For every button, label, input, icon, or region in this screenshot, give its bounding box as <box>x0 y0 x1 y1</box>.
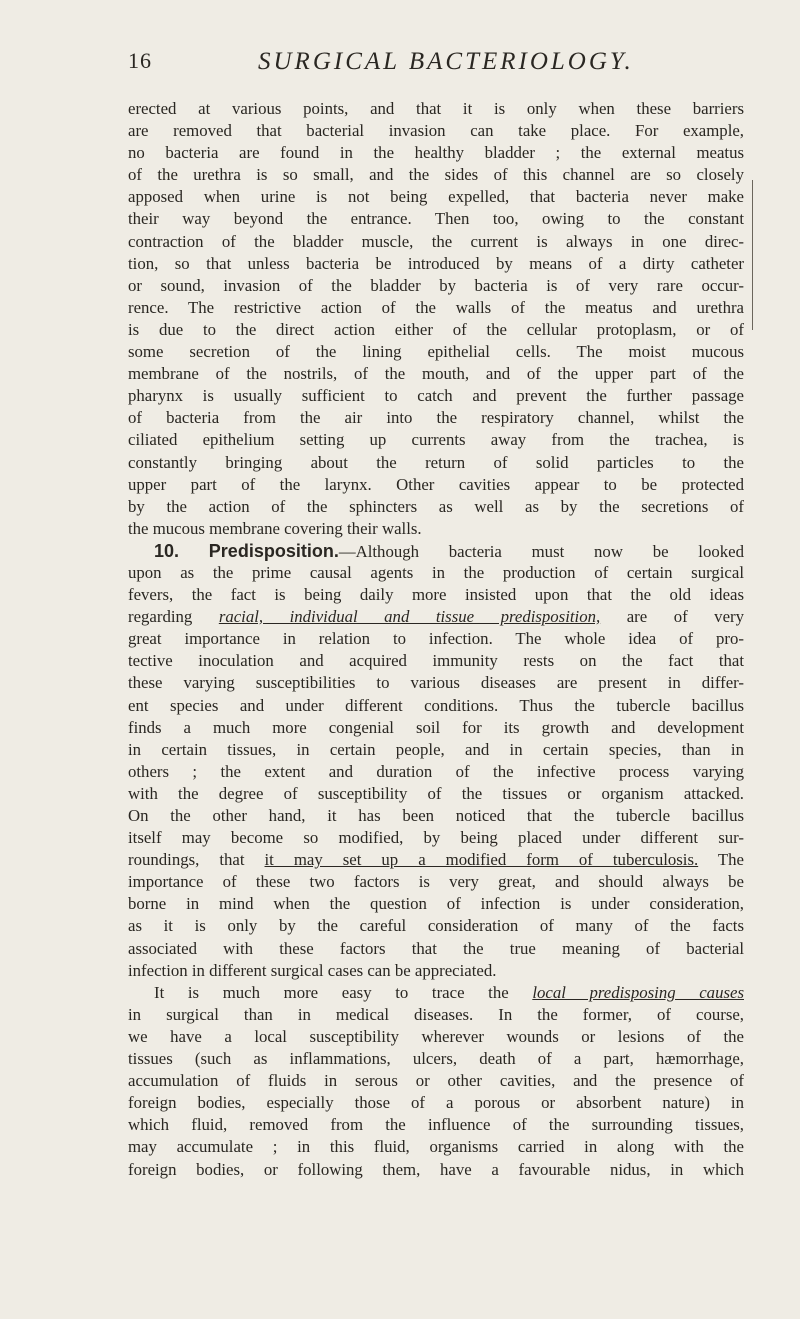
body-text <box>128 98 744 1181</box>
text-line: tion, so that unless bacteria be introduced by means of a dirty catheter <box>128 253 744 273</box>
text-line: borne in mind when the question of infection is under consideration, <box>128 894 744 914</box>
text-line: tissues (such as inflammations, ulcers, death of a part, hæmorrhage, <box>128 1049 744 1069</box>
text-line: with the degree of susceptibility of the tissues or organism attacked. <box>128 783 744 803</box>
text-line: rence. The restrictive action of the walls of the meatus and urethra <box>128 297 744 317</box>
emphasis-local-predisposing: local predisposing causes <box>532 982 744 1002</box>
text-line: of the urethra is so small, and the sides of this channel are so closely <box>128 165 744 185</box>
text-line: pharynx is usually sufficient to catch and prevent the further passage <box>128 386 744 406</box>
regarding-post: are of very <box>600 607 744 627</box>
text-line: foreign bodies, especially those of a porous or absorbent nature) in <box>128 1093 744 1113</box>
text-line: some secretion of the lining epithelial cells. The moist mucous <box>128 342 744 362</box>
text-line: others ; the extent and duration of the infective process varying <box>128 761 744 781</box>
regarding-pre: regarding <box>128 607 219 627</box>
text-line: upper part of the larynx. Other cavities appear to be protected <box>128 474 744 494</box>
section-heading-line <box>128 540 744 562</box>
text-line: may accumulate ; in this fluid, organisms carried in along with the <box>128 1137 744 1157</box>
text-line: itself may become so modified, by being placed under different sur- <box>128 828 744 848</box>
section-title: Predisposition. <box>208 540 339 561</box>
paragraph-local-causes <box>128 1004 744 1181</box>
text-line: apposed when urine is not being expelled, that bacteria never make <box>128 187 744 207</box>
local-pre: It is much more easy to trace the <box>154 982 533 1002</box>
text-line: these varying susceptibilities to various diseases are present in differ- <box>128 673 744 693</box>
paragraph-predisposition-c <box>128 871 744 981</box>
text-line: ciliated epithelium setting up currents away from the trachea, is <box>128 430 744 450</box>
text-line: is due to the direct action either of the cellular protoplasm, or of <box>128 319 744 339</box>
text-line: accumulation of fluids in serous or other cavities, and the presence of <box>128 1071 744 1091</box>
running-title: SURGICAL BACTERIOLOGY. <box>258 48 634 75</box>
text-line: upon as the prime causal agents in the production of certain surgical <box>128 562 744 582</box>
text-line: of bacteria from the air into the respiratory channel, whilst the <box>128 408 744 428</box>
roundings-pre: roundings, that <box>128 850 265 870</box>
paragraph-barriers <box>128 98 744 540</box>
text-line: associated with these factors that the true meaning of bacterial <box>128 938 744 958</box>
text-line: in certain tissues, in certain people, and in certain species, than in <box>128 739 744 759</box>
text-line: no bacteria are found in the healthy bladder ; the external meatus <box>128 143 744 163</box>
text-line-local-causes <box>128 982 744 1004</box>
text-line: by the action of the sphincters as well as by the secretions of <box>128 496 744 516</box>
text-line-regarding <box>128 606 744 628</box>
section-number: 10. <box>154 540 180 561</box>
text-line: or sound, invasion of the bladder by bacteria is of very rare occur- <box>128 275 744 295</box>
paragraph-predisposition-b <box>128 628 744 849</box>
emphasis-modified-form: it may set up a modified form of tuberculosis. <box>264 850 699 870</box>
text-line: membrane of the nostrils, of the mouth, and of the upper part of the <box>128 364 744 384</box>
text-line-roundings <box>128 849 744 871</box>
text-line: finds a much more congenial soil for its growth and development <box>128 717 744 737</box>
margin-bracket-mark <box>752 180 767 330</box>
roundings-post: The <box>698 850 744 870</box>
page-header <box>128 48 748 82</box>
text-line: great importance in relation to infection. The whole idea of pro- <box>128 629 744 649</box>
text-line: we have a local susceptibility wherever wounds or lesions of the <box>128 1026 744 1046</box>
text-line: foreign bodies, or following them, have a favourable nidus, in which <box>128 1159 744 1179</box>
text-line: contraction of the bladder muscle, the current is always in one direc- <box>128 231 744 251</box>
text-line: On the other hand, it has been noticed that the tubercle bacillus <box>128 806 744 825</box>
text-line: the mucous membrane covering their walls. <box>128 518 422 538</box>
paragraph-predisposition-a <box>128 562 744 606</box>
text-line: in surgical than in medical diseases. In the former, of course, <box>128 1004 744 1024</box>
text-line: are removed that bacterial invasion can take place. For example, <box>128 121 744 141</box>
text-line: erected at various points, and that it is only when these barriers <box>128 99 744 118</box>
section-lead: —Although bacteria must now be looked <box>338 541 744 561</box>
text-line: which fluid, removed from the influence of the surrounding tissues, <box>128 1115 744 1135</box>
text-line: importance of these two factors is very great, and should always be <box>128 872 744 892</box>
text-line: tective inoculation and acquired immunity rests on the fact that <box>128 651 744 671</box>
text-line: constantly bringing about the return of solid particles to the <box>128 452 744 472</box>
emphasis-racial-individual-tissue: racial, individual and tissue predisposition, <box>218 607 601 627</box>
page-number: 16 <box>128 48 152 73</box>
text-line: infection in different surgical cases can be appreciated. <box>128 960 497 980</box>
text-line: their way beyond the entrance. Then too, owing to the constant <box>128 209 744 229</box>
text-line: fevers, the fact is being daily more insisted upon that the old ideas <box>128 585 744 605</box>
text-line: as it is only by the careful consideration of many of the facts <box>128 916 744 936</box>
text-line: ent species and under different conditions. Thus the tubercle bacillus <box>128 695 744 715</box>
